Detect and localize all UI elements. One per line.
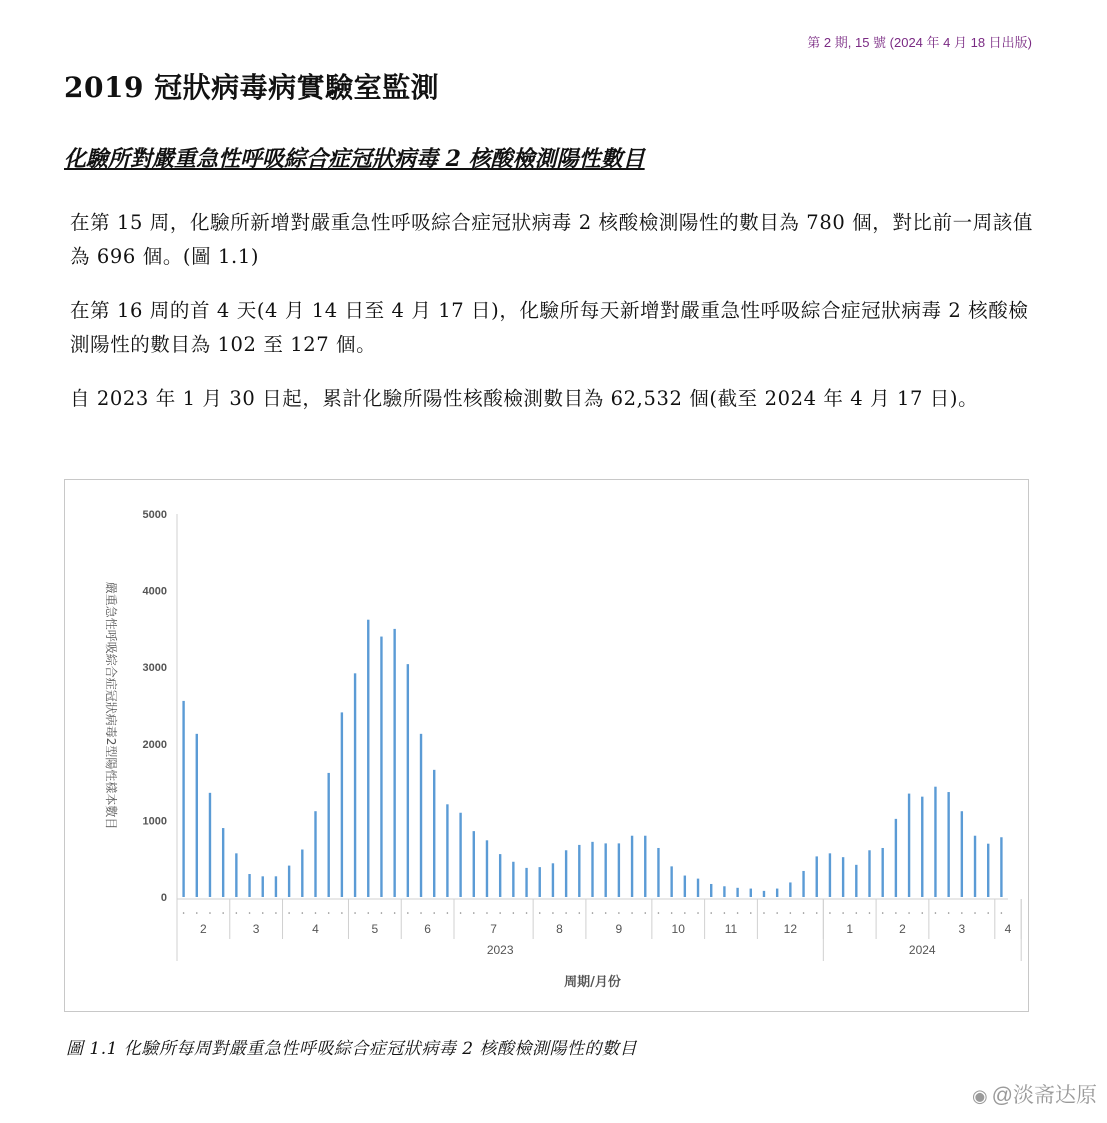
week-tick-label xyxy=(183,912,185,914)
bar xyxy=(974,836,976,897)
week-tick-label xyxy=(236,912,238,914)
chart-container xyxy=(64,479,1029,1012)
week-tick-label xyxy=(710,912,712,914)
bar xyxy=(578,845,580,897)
bar xyxy=(855,865,857,897)
week-tick-label xyxy=(592,912,594,914)
section-subtitle: 化驗所對嚴重急性呼吸綜合症冠狀病毒 2 核酸檢測陽性數目 xyxy=(64,146,645,172)
week-tick-label xyxy=(552,912,554,914)
bar xyxy=(816,856,818,897)
year-label: 2023 xyxy=(486,943,514,957)
y-tick-label: 5000 xyxy=(142,509,167,521)
week-tick-label xyxy=(473,912,475,914)
bar xyxy=(262,876,264,897)
bar xyxy=(736,888,738,897)
bar xyxy=(710,884,712,897)
bar xyxy=(433,770,435,897)
week-tick-label xyxy=(948,912,950,914)
month-label: 7 xyxy=(490,922,497,936)
bar xyxy=(881,848,883,897)
week-tick-label xyxy=(974,912,976,914)
week-tick-label xyxy=(750,912,752,914)
month-label: 12 xyxy=(783,922,798,936)
y-tick-label: 1000 xyxy=(142,815,167,828)
month-label: 2 xyxy=(200,922,207,936)
bar xyxy=(420,734,422,897)
bar xyxy=(631,836,633,897)
month-label: 10 xyxy=(671,922,685,936)
bar xyxy=(789,882,791,897)
figure-caption: 圖 1.1 化驗所每周對嚴重急性呼吸綜合症冠狀病毒 2 核酸檢測陽性的數目 xyxy=(66,1039,637,1059)
week-tick-label xyxy=(605,912,607,914)
bar xyxy=(196,734,198,897)
paragraph-daily-count: 在第 16 周的首 4 天(4 月 14 日至 4 月 17 日)，化驗所每天新增對嚴重急性呼吸綜合症冠狀病毒 2 核酸檢測陽性的數目為 102 至 127 個。 xyxy=(70,299,1029,356)
bar xyxy=(288,866,290,897)
bar xyxy=(657,848,659,897)
week-tick-label xyxy=(882,912,884,914)
bar xyxy=(327,773,329,897)
paragraph-cumulative: 自 2023 年 1 月 30 日起，累計化驗所陽性核酸檢測數目為 62,532 個(截至 2024 年 4 月 17 日)。 xyxy=(70,387,979,410)
bar xyxy=(248,874,250,897)
week-tick-label xyxy=(579,912,581,914)
week-tick-label xyxy=(341,912,343,914)
bar xyxy=(499,854,501,897)
week-tick-label xyxy=(565,912,567,914)
week-tick-label xyxy=(275,912,277,914)
week-tick-label xyxy=(895,912,897,914)
bar xyxy=(776,889,778,897)
week-tick-label xyxy=(302,912,304,914)
bar xyxy=(552,863,554,897)
bar xyxy=(539,867,541,897)
week-tick-label xyxy=(367,912,369,914)
bar xyxy=(565,850,567,897)
week-tick-label xyxy=(618,912,620,914)
bar xyxy=(235,853,237,897)
week-tick-label xyxy=(196,912,198,914)
week-tick-label xyxy=(987,912,989,914)
y-tick-label: 2000 xyxy=(142,738,167,751)
week-tick-label xyxy=(671,912,673,914)
bar xyxy=(604,843,606,897)
week-tick-label xyxy=(328,912,330,914)
week-tick-label xyxy=(776,912,778,914)
bar xyxy=(393,629,395,897)
week-tick-label xyxy=(315,912,317,914)
bar xyxy=(301,850,303,897)
month-label: 8 xyxy=(556,922,563,936)
y-tick-label: 3000 xyxy=(142,662,167,675)
bar xyxy=(591,842,593,897)
month-label: 6 xyxy=(424,922,431,936)
bar xyxy=(459,813,461,897)
week-tick-label xyxy=(921,912,923,914)
week-tick-label xyxy=(829,912,831,914)
week-tick-label xyxy=(394,912,396,914)
week-tick-label xyxy=(961,912,963,914)
week-tick-label xyxy=(249,912,251,914)
bar xyxy=(908,794,910,897)
week-tick-label xyxy=(684,912,686,914)
y-tick-label: 4000 xyxy=(142,585,167,598)
bar xyxy=(314,811,316,897)
bar xyxy=(697,879,699,897)
bar xyxy=(1000,837,1002,897)
bar xyxy=(921,797,923,897)
month-label: 9 xyxy=(615,922,623,936)
week-tick-label xyxy=(526,912,528,914)
week-tick-label xyxy=(842,912,844,914)
week-tick-label xyxy=(763,912,765,914)
bar xyxy=(934,787,936,897)
week-tick-label xyxy=(697,912,699,914)
paragraph-weekly-count: 在第 15 周，化驗所新增對嚴重急性呼吸綜合症冠狀病毒 2 核酸檢測陽性的數目為 780 個，對比前一周該值為 696 個。(圖 1.1) xyxy=(70,211,1034,268)
week-tick-label xyxy=(856,912,858,914)
bar xyxy=(473,831,475,897)
bar xyxy=(829,853,831,897)
weibo-icon: ◉ xyxy=(971,1086,988,1106)
bar xyxy=(802,871,804,897)
bar xyxy=(182,701,184,897)
y-axis-title: 嚴重急性呼吸綜合症冠狀病毒2型陽性樣本數目 xyxy=(104,581,118,830)
bar xyxy=(618,843,620,897)
week-tick-label xyxy=(631,912,633,914)
y-tick-label: 0 xyxy=(160,892,167,904)
bar xyxy=(486,840,488,897)
month-label: 4 xyxy=(312,922,319,936)
watermark xyxy=(972,1079,1097,1109)
week-tick-label xyxy=(262,912,264,914)
bar xyxy=(209,793,211,897)
page-title: 2019 冠狀病毒病實驗室監測 xyxy=(64,71,440,104)
week-tick-label xyxy=(816,912,818,914)
year-label: 2024 xyxy=(908,943,936,957)
week-tick-label xyxy=(658,912,660,914)
watermark-text: @淡斋达原 xyxy=(991,1084,1097,1107)
bar xyxy=(868,850,870,897)
month-label: 4 xyxy=(1004,922,1012,936)
month-label: 2 xyxy=(899,922,906,936)
week-tick-label xyxy=(288,912,290,914)
week-tick-label xyxy=(869,912,871,914)
week-tick-label xyxy=(737,912,739,914)
week-tick-label xyxy=(222,912,224,914)
week-tick-label xyxy=(539,912,541,914)
week-tick-label xyxy=(354,912,356,914)
bar xyxy=(763,891,765,897)
bar xyxy=(684,876,686,897)
issue-info: 第 2 期, 15 號 (2024 年 4 月 18 日出版) xyxy=(807,35,1032,50)
week-tick-label xyxy=(908,912,910,914)
week-tick-label xyxy=(790,912,792,914)
bar xyxy=(446,804,448,897)
month-label: 3 xyxy=(958,922,966,936)
bar xyxy=(512,862,514,897)
bar xyxy=(961,811,963,897)
bar xyxy=(275,876,277,897)
month-label: 11 xyxy=(724,922,738,936)
bar xyxy=(987,844,989,897)
bar xyxy=(947,792,949,897)
month-label: 5 xyxy=(371,922,379,936)
bar xyxy=(407,664,409,897)
bar xyxy=(341,712,343,897)
week-tick-label xyxy=(803,912,805,914)
bar xyxy=(842,857,844,897)
bar xyxy=(380,637,382,897)
week-tick-label xyxy=(1001,912,1003,914)
bar xyxy=(354,673,356,897)
week-tick-label xyxy=(407,912,409,914)
week-tick-label xyxy=(935,912,937,914)
bar xyxy=(525,868,527,897)
month-label: 1 xyxy=(846,922,854,936)
week-tick-label xyxy=(447,912,449,914)
bar xyxy=(750,889,752,897)
bar-chart xyxy=(65,480,1028,1011)
bar xyxy=(723,886,725,897)
week-tick-label xyxy=(381,912,383,914)
week-tick-label xyxy=(499,912,501,914)
bar xyxy=(222,828,224,897)
bar xyxy=(670,866,672,897)
week-tick-label xyxy=(644,912,646,914)
week-tick-label xyxy=(724,912,726,914)
week-tick-label xyxy=(209,912,211,914)
bar xyxy=(895,819,897,897)
week-tick-label xyxy=(420,912,422,914)
week-tick-label xyxy=(486,912,488,914)
bar xyxy=(644,836,646,897)
x-axis-title: 周期/月份 xyxy=(564,975,621,990)
week-tick-label xyxy=(433,912,435,914)
bar xyxy=(367,620,369,897)
week-tick-label xyxy=(513,912,515,914)
week-tick-label xyxy=(460,912,462,914)
month-label: 3 xyxy=(252,922,260,936)
